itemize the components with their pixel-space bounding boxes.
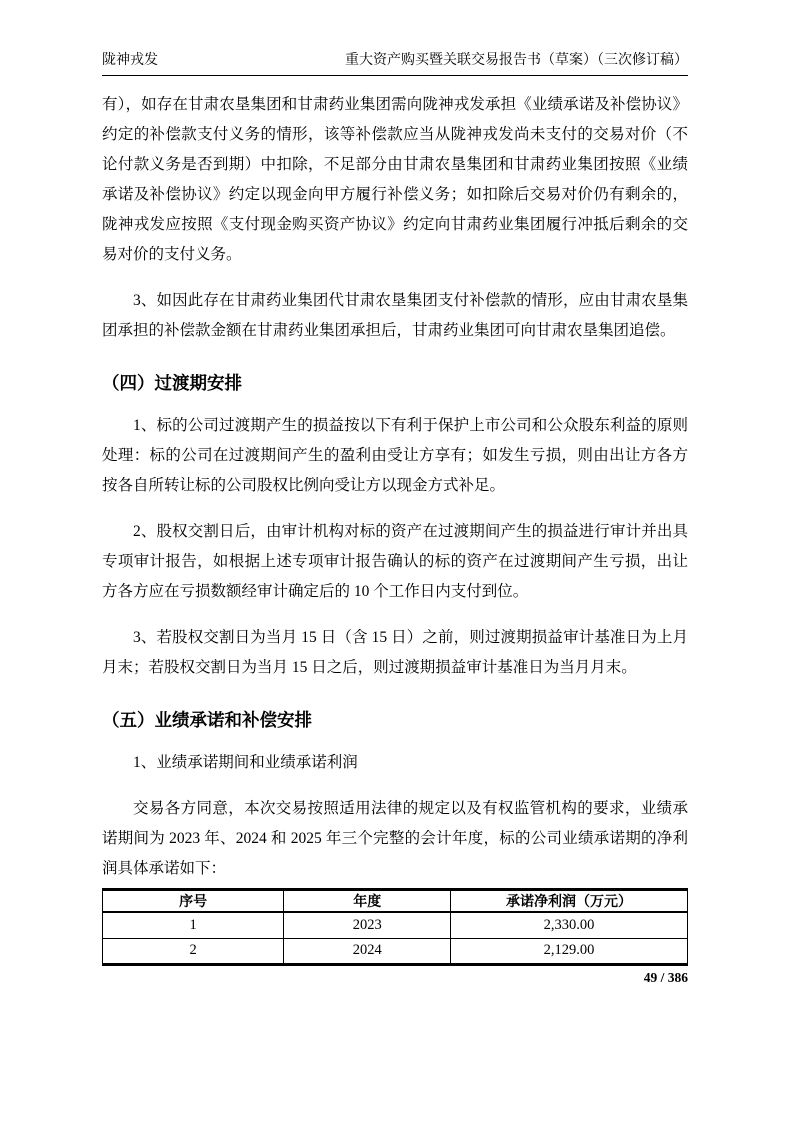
section-heading-5-performance-commitment: （五）业绩承诺和补偿安排 [102, 710, 312, 730]
running-header [102, 52, 688, 76]
document-body [102, 90, 688, 986]
table-header-year: 年度 [284, 890, 451, 913]
table-cell-year: 2023 [284, 912, 451, 938]
paragraph-item-3: 3、如因此存在甘肃药业集团代甘肃农垦集团支付补偿款的情形，应由甘肃农垦集团承担的补偿款金额在甘肃药业集团承担后，甘肃药业集团可向甘肃农垦集团追偿。 [102, 292, 688, 339]
section5-paragraph-1: 交易各方同意，本次交易按照适用法律的规定以及有权监管机构的要求，业绩承诺期间为 2023 年、2024 和 2025 年三个完整的会计年度，标的公司业绩承诺期的净利润具体承诺如下： [102, 800, 688, 877]
table-cell-profit: 2,129.00 [451, 938, 688, 964]
page-number: 49 / 386 [643, 969, 688, 985]
section5-subheading-1: 1、业绩承诺期间和业绩承诺利润 [133, 754, 358, 771]
table-cell-serial: 2 [103, 938, 284, 964]
section-heading-4-transition-period: （四）过渡期安排 [102, 373, 242, 393]
header-company-name: 陇神戎发 [102, 53, 158, 68]
section4-paragraph-2: 2、股权交割日后，由审计机构对标的资产在过渡期间产生的损益进行审计并出具专项审计报告，如根据上述专项审计报告确认的标的资产在过渡期间产生亏损，出让方各方应在亏损数额经审计确定后的 10 个工作日内支付到位。 [102, 523, 688, 600]
section4-paragraph-1: 1、标的公司过渡期产生的损益按以下有利于保护上市公司和公众股东利益的原则处理：标的公司在过渡期间产生的盈利由受让方享有；如发生亏损，则由出让方各方按各自所转让标的公司股权比例向受让方以现金方式补足。 [102, 417, 688, 494]
section4-paragraph-3: 3、若股权交割日为当月 15 日（含 15 日）之前，则过渡期损益审计基准日为上月月末；若股权交割日为当月 15 日之后，则过渡期损益审计基准日为当月月末。 [102, 629, 688, 676]
table-cell-serial: 1 [103, 912, 284, 938]
paragraph-continuation: 有），如存在甘肃农垦集团和甘肃药业集团需向陇神戎发承担《业绩承诺及补偿协议》约定的补偿款支付义务的情形，该等补偿款应当从陇神戎发尚未支付的交易对价（不论付款义务是否到期）中扣除，不足部分由甘肃农垦集团和甘肃药业集团按照《业绩承诺及补偿协议》约定以现金向甲方履行补偿义务；如扣除后交易对价仍有剩余的，陇神戎发应按照《支付现金购买资产协议》约定向甘肃药业集团履行冲抵后剩余的交易对价的支付义务。 [102, 96, 688, 263]
table-header-serial-number: 序号 [103, 890, 284, 913]
table-cell-year: 2024 [284, 938, 451, 964]
table-row [103, 912, 688, 938]
table-header-row [103, 890, 688, 913]
table-cell-profit: 2,330.00 [451, 912, 688, 938]
promised-net-profit-table [102, 888, 688, 966]
page-content [102, 52, 688, 986]
table-header-promised-net-profit: 承诺净利润（万元） [451, 890, 688, 913]
header-report-title: 重大资产购买暨关联交易报告书（草案）（三次修订稿） [345, 53, 688, 68]
table-row [103, 938, 688, 964]
